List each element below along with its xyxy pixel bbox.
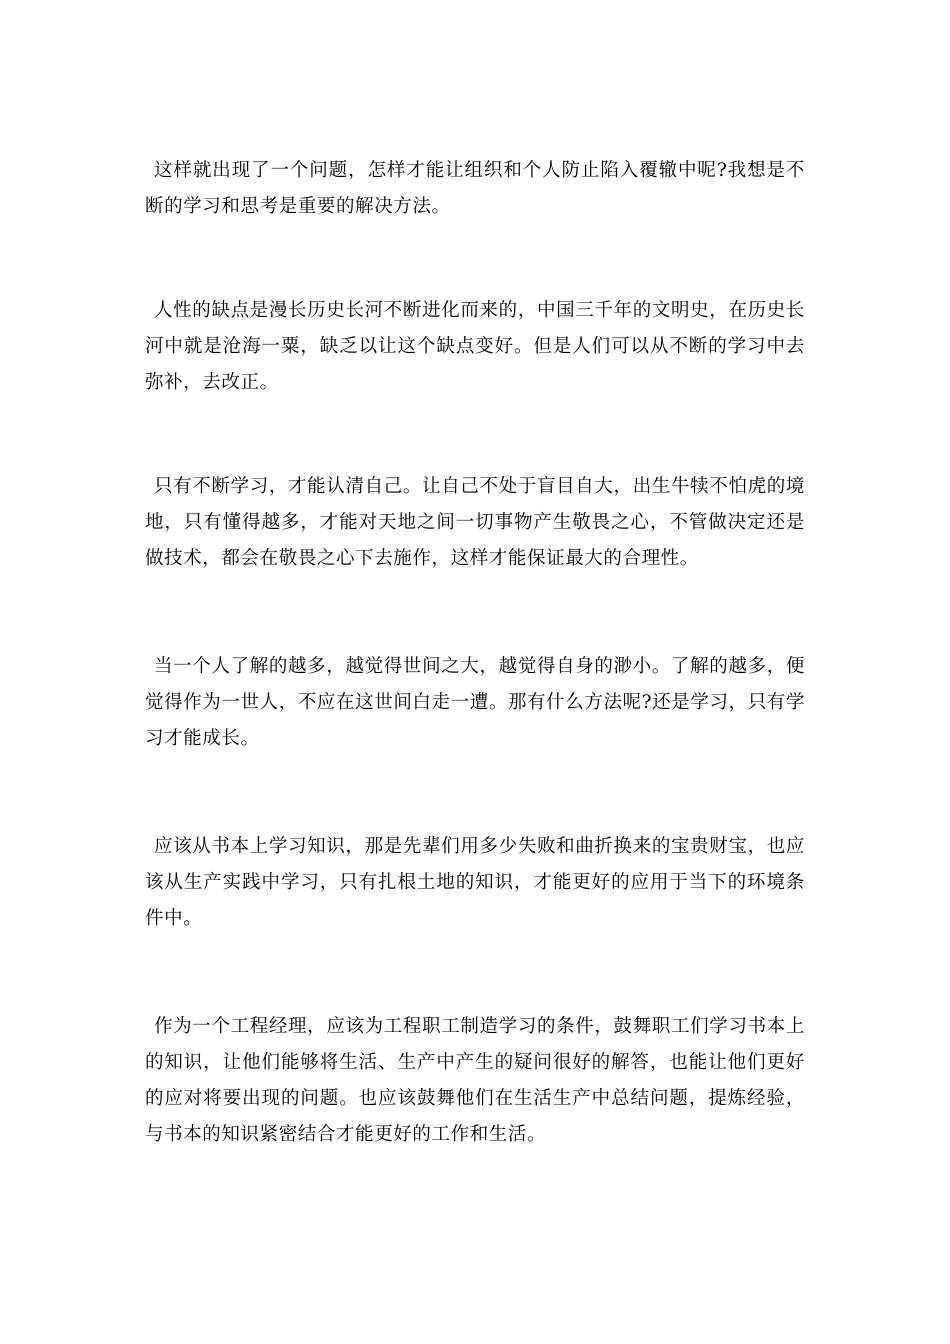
paragraph-2: 人性的缺点是漫长历史长河不断进化而来的，中国三千年的文明史，在历史长河中就是沧海一粟，缺乏以让这个缺点变好。但是人们可以从不断的学习中去弥补，去改正。 (145, 300, 805, 393)
paragraph-6: 作为一个工程经理，应该为工程职工制造学习的条件，鼓舞职工们学习书本上的知识，让他们能够将生活、生产中产生的疑问很好的解答，也能让他们更好的应对将要出现的问题。也应该鼓舞他们在生活生产中总结问题，提炼经验，与书本的知识紧密结合才能更好的工作和生活。 (145, 1016, 805, 1145)
paragraph-1: 这样就出现了一个问题，怎样才能让组织和个人防止陷入覆辙中呢?我想是不断的学习和思考是重要的解决方法。 (145, 160, 805, 217)
paragraph-4: 当一个人了解的越多，越觉得世间之大，越觉得自身的渺小。了解的越多，便觉得作为一世人，不应在这世间白走一遭。那有什么方法呢?还是学习，只有学习才能成长。 (145, 656, 805, 749)
paragraph-3: 只有不断学习，才能认清自己。让自己不处于盲目自大，出生牛犊不怕虎的境地，只有懂得越多，才能对天地之间一切事物产生敬畏之心，不管做决定还是做技术，都会在敬畏之心下去施作，这样才能保证最大的合理性。 (145, 476, 805, 569)
paragraph-5: 应该从书本上学习知识，那是先辈们用多少失败和曲折换来的宝贵财宝，也应该从生产实践中学习，只有扎根土地的知识，才能更好的应用于当下的环境条件中。 (145, 836, 805, 929)
